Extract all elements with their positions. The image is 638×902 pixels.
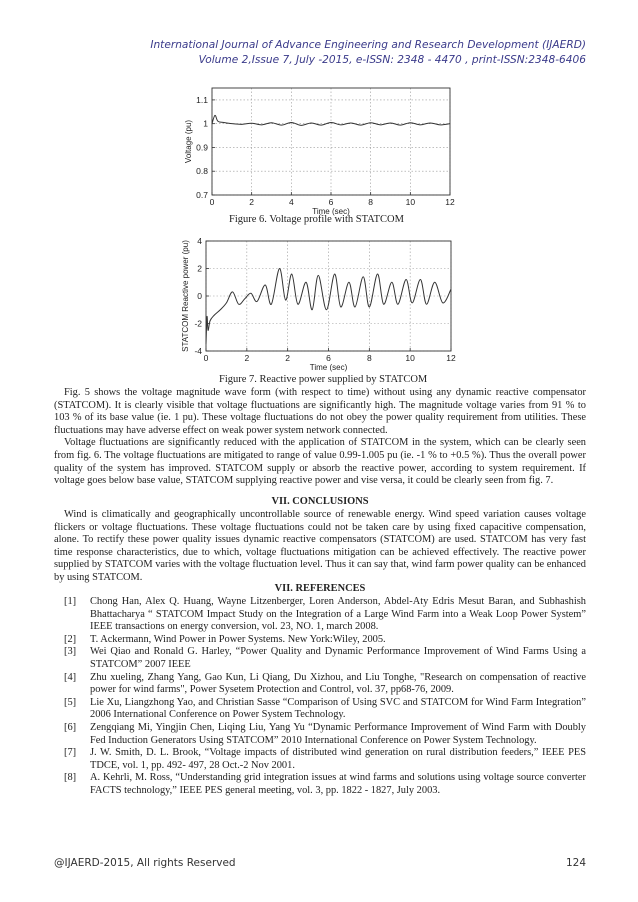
results-discussion xyxy=(54,387,586,488)
y-tick-label: 0.9 xyxy=(196,142,208,153)
y-tick-label: 1 xyxy=(203,118,208,129)
reference-text: T. Ackermann, Wind Power in Power Systems. New York:Wiley, 2005. xyxy=(90,633,386,645)
x-tick-label: 2 xyxy=(244,353,250,363)
reference-text: Zhu xueling, Zhang Yang, Gao Kun, Li Qiang, Du Xizhou, and Liu Tonghe, "Research on compensation of reactive power for wind farms", Power Sysetem Protection and Control, vol. 37, pp68-76, 2009. xyxy=(90,671,586,696)
reference-text: Chong Han, Alex Q. Huang, Wayne Litzenberger, Loren Anderson, Abdel-Aty Edris Mesut Baran, and Subhashish Bhattacharya “ STATCOM Impact Study on the Integration of a Large Wind Farm into a Weak Loop Power System” IEEE transactions on energy conversion, vol. 23, NO. 1, march 2008. xyxy=(90,596,586,633)
figure-7-reactive-power-chart xyxy=(181,236,456,372)
x-tick-label: 12 xyxy=(445,197,455,207)
reference-item xyxy=(54,747,586,772)
y-tick-label: -4 xyxy=(194,346,202,356)
x-tick-label: 0 xyxy=(203,353,209,363)
figure-7-caption: Figure 7. Reactive power supplied by STATCOM xyxy=(219,374,428,385)
y-tick-label: 2 xyxy=(197,263,202,274)
reference-text: Wei Qiao and Ronald G. Harley, “Power Quality and Dynamic Performance Improvement of Wind Farms Using a STATCOM” 2007 IEEE xyxy=(90,646,586,670)
reference-number: [1] xyxy=(64,596,77,607)
figure-6-voltage-chart xyxy=(184,88,455,216)
reference-item xyxy=(54,697,586,722)
y-tick-label: 4 xyxy=(197,236,202,246)
y-tick-label: 0.8 xyxy=(196,166,208,177)
conclusions-paragraph: Wind is climatically and geographically uncontrollable source of renewable energy. Wind speed variation causes voltage flickers or voltage fluctuations. These voltage fluctuations could not be taken care by using fixed capacitive compensation, alone. To rectify these power quality issues dynamic reactive compensators (STATCOM) are used. STATCOM has very fast time response characteristics, due to which, voltage fluctuations mitigation can be achieved effectively. The reactive power supplied by STATCOM varies with the voltage fluctuation level. Thus it can say that, wind farm power quality can be enhanced by using STATCOM. xyxy=(54,509,586,583)
reference-number: [4] xyxy=(64,671,77,683)
reference-item xyxy=(54,672,586,697)
references-list xyxy=(54,596,586,798)
reference-text: J. W. Smith, D. L. Brook, “Voltage impacts of distributed wind generation on rural distribution feeders,” IEEE PES TDCE, vol. 1, pp. 492- 497, 28 Oct.-2 Nov 2001. xyxy=(90,747,586,771)
journal-title: International Journal of Advance Engineering and Research Development (IJAERD) xyxy=(150,39,586,51)
y-axis-label: STATCOM Reactive power (pu) xyxy=(181,240,190,352)
journal-volume-info: Volume 2,Issue 7, July -2015, e-ISSN: 2348 - 4470 , print-ISSN:2348-6406 xyxy=(198,54,586,66)
y-tick-label: 1.1 xyxy=(196,94,208,105)
x-axis-label: Time (sec) xyxy=(312,207,350,216)
y-axis-label: Voltage (pu) xyxy=(184,119,193,164)
x-tick-label: 4 xyxy=(288,197,294,207)
x-tick-label: 10 xyxy=(405,353,415,363)
copyright-notice: @IJAERD-2015, All rights Reserved xyxy=(54,857,236,869)
x-tick-label: 0 xyxy=(209,197,215,207)
figures-canvas xyxy=(0,0,638,390)
x-axis-label: Time (sec) xyxy=(309,363,348,372)
x-tick-label: 2 xyxy=(285,353,291,363)
reference-number: [7] xyxy=(64,747,77,759)
y-tick-label: 0 xyxy=(197,291,202,301)
page-number: 124 xyxy=(565,857,586,869)
reference-item xyxy=(54,634,586,647)
reference-item xyxy=(54,722,586,747)
reference-number: [2] xyxy=(64,633,77,645)
reference-item xyxy=(54,596,586,634)
x-tick-label: 10 xyxy=(405,197,416,207)
reference-item xyxy=(54,772,586,797)
y-tick-label: 0.7 xyxy=(196,190,208,200)
reference-item xyxy=(54,646,586,671)
reference-number: [8] xyxy=(64,772,77,784)
paragraph-fig6-fig7: Voltage fluctuations are significantly reduced with the application of STATCOM in the system, which can be clearly seen from fig. 6. The voltage fluctuations are mitigated to range of value 0.99-1.005 pu (ie. -1 % to +0.5 %). Thus the overall power quality of the system has improved. STATCOM supply or absorb the reactive power, according to system requirement. If voltage goes below base value, STATCOM supplying reactive power and vise versa, it could be clearly seen from fig. 7. xyxy=(54,437,586,487)
references-heading: VII. REFERENCES xyxy=(274,583,366,594)
x-tick-label: 6 xyxy=(326,353,331,363)
reference-number: [3] xyxy=(64,646,77,658)
paragraph-fig5: Fig. 5 shows the voltage magnitude wave form (with respect to time) without using any dynamic reactive compensator (STATCOM). It is clearly visible that voltage fluctuations are significantly high. The magnitude voltage varies from 91 % to 103 % of its base value (ie. 1 pu). These voltage fluctuations do not obey the power quality requirement from utilities. These fluctuations may have adverse effect on weak power system network connected. xyxy=(54,387,586,436)
conclusions-text xyxy=(54,509,586,585)
page-footer xyxy=(54,857,586,869)
x-tick-label: 8 xyxy=(366,353,372,363)
x-tick-label: 8 xyxy=(368,197,374,207)
conclusions-heading: VII. CONCLUSIONS xyxy=(271,496,369,507)
reference-number: [5] xyxy=(64,696,77,708)
x-tick-label: 2 xyxy=(249,197,255,207)
y-tick-label: -2 xyxy=(194,318,202,329)
reference-number: [6] xyxy=(64,721,77,733)
reference-text: Zengqiang Mi, Yingjin Chen, Liqing Liu, Yang Yu “Dynamic Performance Improvement of Wind Farm with Doubly Fed Induction Generators Using STATCOM” 2010 International Conference on Power System Technology. xyxy=(90,721,586,746)
figure-6-caption: Figure 6. Voltage profile with STATCOM xyxy=(229,214,404,225)
x-tick-label: 6 xyxy=(328,197,334,207)
x-tick-label: 12 xyxy=(446,353,456,363)
reference-text: A. Kehrli, M. Ross, “Understanding grid integration issues at wind farms and solutions using voltage source converter FACTS technology,” IEEE PES general meeting, vol. 3, pp. 1822 - 1827, July 2003. xyxy=(90,772,586,796)
reference-text: Lie Xu, Liangzhong Yao, and Christian Sasse “Comparison of Using SVC and STATCOM for Wind Farm Integration” 2006 International Conference on Power System Technology. xyxy=(90,696,586,721)
